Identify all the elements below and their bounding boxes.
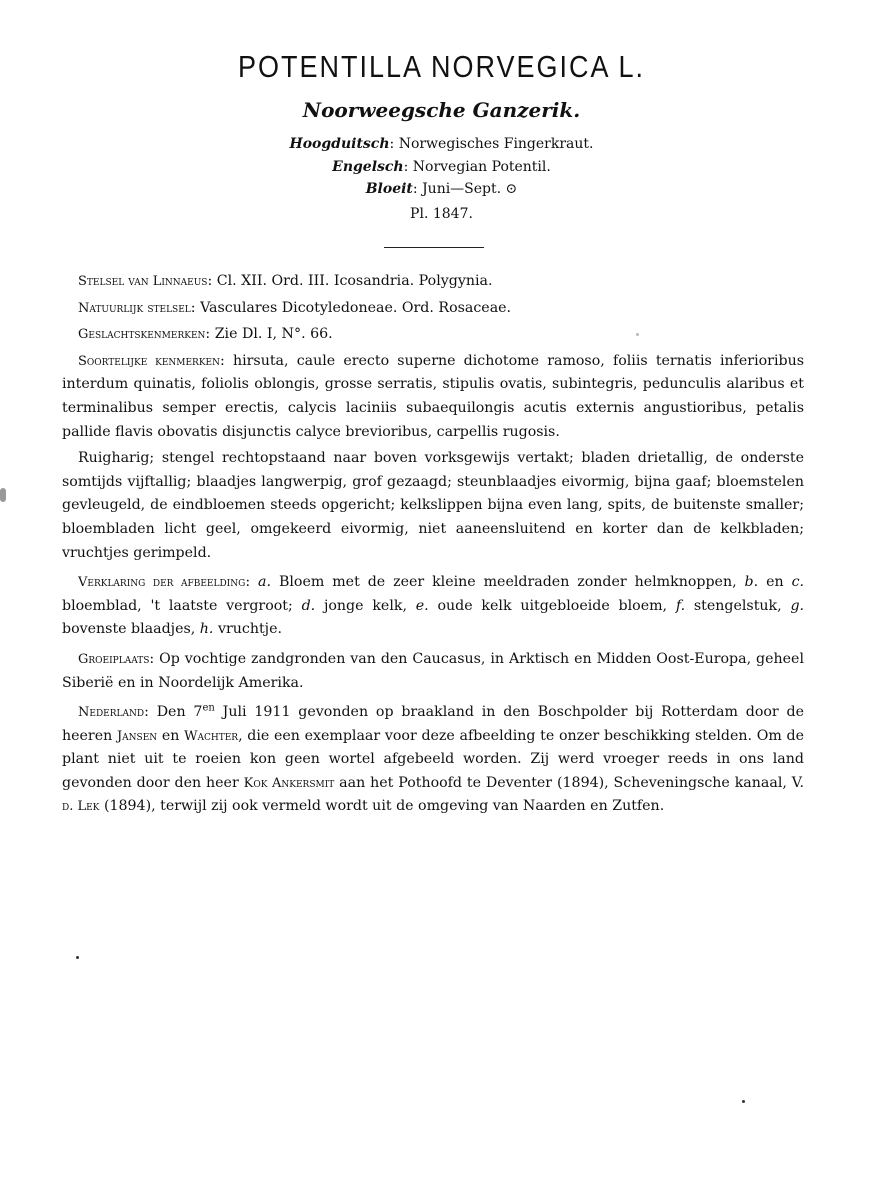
figure-label-g: g. [790, 597, 805, 614]
scan-speck [636, 333, 639, 336]
groeiplaats-paragraph: Groeiplaats: Op vochtige zandgronden van den Caucasus, in Arktisch en Midden Oost-Europa, geheel Siberië en in Noordelijk Amerika. [62, 650, 804, 691]
page-title: POTENTILLA NORVEGICA L. [237, 50, 646, 84]
figure-label-c: c. [791, 574, 805, 591]
document-body [62, 270, 804, 822]
soort-paragraph: Soortelijke kenmerken: hirsuta, caule erecto superne dichotome ramoso, foliis ternatis inferioribus interdum quinatis, foliolis oblongis, grosse serratis, stipulis ovatis, subintegris, pedunculis alaribus et terminalibus semper erectis, calycis laciniis subaequilongis acutis externis angustioribus, petalis pallide flavis obovatis disjunctis calyce brevioribus, carpellis rugosis. [62, 352, 804, 440]
natuurlijk-paragraph: Natuurlijk stelsel: Vasculares Dicotyledoneae. Ord. Rosaceae. [78, 299, 512, 316]
bloeit-label: Bloeit [365, 181, 413, 197]
bloeit-value: Juni—Sept. ⊙ [422, 181, 518, 197]
figure-text-f: stengelstuk, [693, 597, 782, 614]
figure-text-e: oude kelk uitgebloeide bloem, [437, 597, 668, 614]
meta-bloeit: Bloeit: Juni—Sept. ⊙ [365, 181, 518, 197]
figure-text-g: bovenste blaadjes, [62, 621, 196, 638]
figure-text-d: jonge kelk, [323, 597, 407, 614]
figure-text-h: vruchtje. [217, 621, 282, 638]
engelsch-value: Norvegian Potentil. [412, 159, 551, 175]
figure-label-h: h. [199, 621, 214, 638]
figure-label-d: d. [301, 597, 316, 614]
person-name-lek: d. Lek [62, 799, 100, 815]
stelsel-text: Cl. XII. Ord. III. Icosandria. Polygynia. [216, 273, 493, 289]
nederland-text-5: aan het Pothoofd te Deventer (1894), Scheveningsche kanaal, V. [339, 774, 805, 791]
meta-hoogduitsch: Hoogduitsch: Norwegisches Fingerkraut. [289, 136, 594, 152]
scan-speck [742, 1100, 745, 1103]
nederland-superscript: en [202, 702, 215, 714]
soort-label: Soortelijke kenmerken [78, 353, 220, 369]
groeiplaats-text: Op vochtige zandgronden van den Caucasus, in Arktisch en Midden Oost-Europa, geheel Siberië en in Noordelijk Amerika. [62, 650, 804, 691]
figure-label-a: a. [258, 574, 271, 591]
soort-text: hirsuta, caule erecto superne dichotome ramoso, foliis ternatis inferioribus interdum quinatis, foliolis oblongis, grosse serratis, stipulis ovatis, subintegris, pedunculis alaribus et terminalibus semper erectis, calycis laciniis subaequilongis acutis externis angustioribus, petalis pallide flavis obovatis disjunctis calyce brevioribus, carpellis rugosis. [62, 352, 804, 440]
figure-text-c: bloemblad, 't laatste vergroot; [62, 597, 293, 614]
nederland-label: Nederland [78, 705, 145, 721]
nederland-paragraph: Nederland: Den $7^{en}$ Juli 1911 gevonden op braakland in den Boschpolder bij Rotterdam door de heeren Jansen en Wachter, die een exemplaar voor deze afbeelding te onzer beschikking stelden. Om de plant niet uit te roeien kon geen wortel afgebeeld worden. Zij werd vroeger reeds in ons land gevonden door den heer Kok Ankersmit aan het Pothoofd te Deventer (1894), Scheveningsche kanaal, V. d. Lek (1894), terwijl zij ook vermeld wordt uit de omgeving van Naarden en Zutfen. [62, 702, 805, 815]
stelsel-paragraph: Stelsel van Linnaeus: Cl. XII. Ord. III. Icosandria. Polygynia. [78, 273, 493, 289]
scan-speck [0, 488, 6, 502]
nederland-text-2: Juli 1911 gevonden op braakland in den Boschpolder bij Rotterdam door de heeren [62, 704, 804, 744]
figure-label-e: e. [415, 597, 429, 614]
header-divider [384, 247, 484, 248]
hoogduitsch-label: Hoogduitsch [289, 136, 390, 152]
person-name-kok-ankersmit: Kok Ankersmit [243, 775, 335, 791]
plate-number: Pl. 1847. [410, 206, 473, 222]
verklaring-paragraph: Verklaring der afbeelding: a. Bloem met de zeer kleine meeldraden zonder helmknoppen, b. en c. bloemblad, 't laatste vergroot; d. jonge kelk, e. oude kelk uitgebloeide bloem, f. stengelstuk, g. bovenste blaadjes, h. vruchtje. [62, 574, 805, 638]
nederland-text-6: (1894), terwijl zij ook vermeld wordt uit de omgeving van Naarden en Zutfen. [103, 798, 665, 815]
figure-label-f: f. [675, 597, 686, 614]
meta-engelsch: Engelsch: Norvegian Potentil. [332, 159, 551, 175]
person-name-wachter: Wachter [184, 728, 239, 744]
nederland-text-4: , die een exemplaar voor deze afbeelding te onzer beschikking stelden. Om de plant niet uit te roeien kon geen wortel afgebeeld worden. Zij werd vroeger reeds in ons land gevonden door den heer [62, 727, 804, 791]
person-name-jansen: Jansen [116, 728, 158, 744]
dutch-description-paragraph: Ruigharig; stengel rechtopstaand naar boven vorksgewijs vertakt; bladen drietallig, de onderste somtijds vijftallig; blaadjes langwerpig, grof gezaagd; steunblaadjes eivormig, bijna gaaf; bloemstelen gevleugeld, de eindbloemen steeds opgericht; kelkslippen bijna even lang, spits, de buitenste smaller; bloembladen licht geel, omgekeerd eivormig, niet aaneensluitend en korter dan de kelkbladen; vruchtjes gerimpeld. [62, 450, 804, 561]
groeiplaats-label: Groeiplaats [78, 651, 150, 667]
geslacht-paragraph: Geslachtskenmerken: Zie Dl. I, N°. 66. [78, 326, 333, 343]
stelsel-label: Stelsel van Linnaeus [78, 274, 208, 289]
nederland-text-1: Den 7 [156, 704, 203, 721]
nederland-text-3: en [161, 727, 180, 744]
figure-text-a: Bloem met de zeer kleine meeldraden zonder helmknoppen, [278, 574, 737, 591]
scan-speck [76, 956, 79, 959]
engelsch-label: Engelsch [332, 159, 404, 175]
geslacht-label: Geslachtskenmerken [78, 327, 206, 343]
hoogduitsch-value: Norwegisches Fingerkraut. [398, 136, 594, 152]
page-subtitle: Noorweegsche Ganzerik. [302, 98, 581, 122]
verklaring-label: Verklaring der afbeelding [78, 575, 246, 591]
figure-text-en: en [766, 574, 784, 591]
natuurlijk-text: Vasculares Dicotyledoneae. Ord. Rosaceae. [200, 299, 512, 316]
figure-label-b: b. [744, 574, 759, 591]
natuurlijk-label: Natuurlijk stelsel [78, 300, 191, 316]
geslacht-text: Zie Dl. I, N°. 66. [214, 326, 333, 343]
